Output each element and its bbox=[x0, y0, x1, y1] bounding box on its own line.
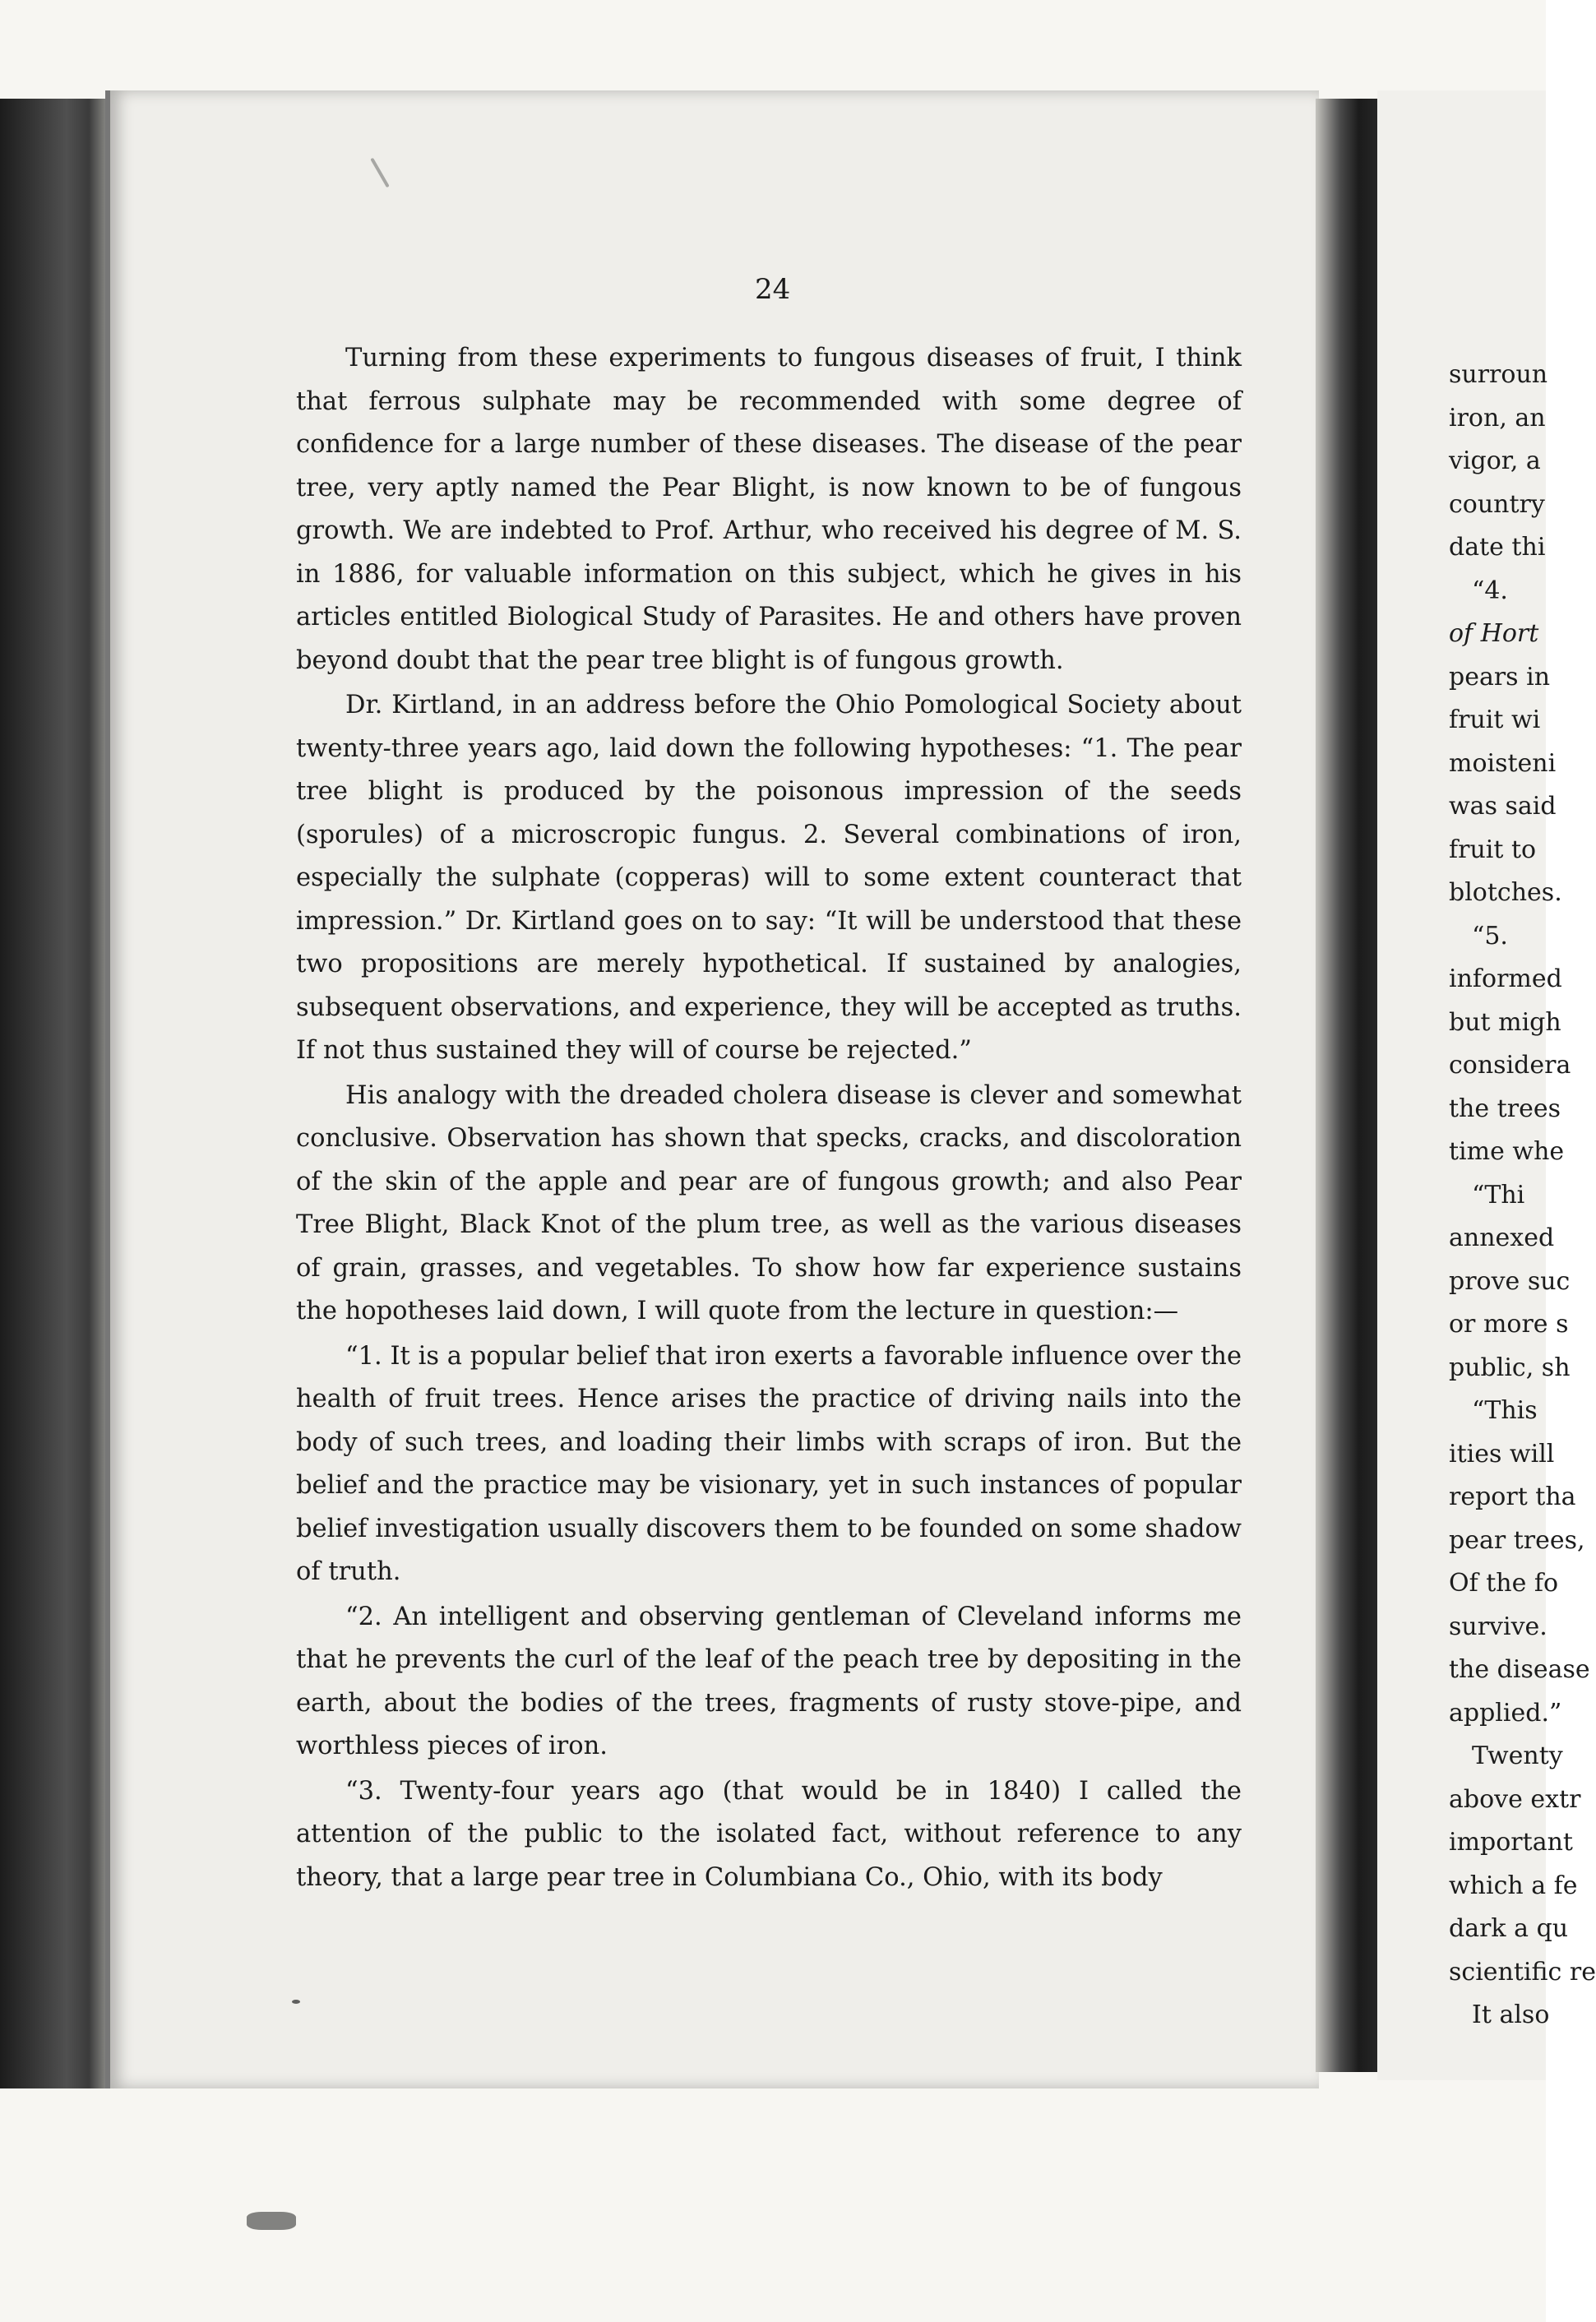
quote-3: “3. Twenty-four years ago (that would be in 1840) I called the attention of the public to the isolated fact, without reference to any theory, that a large pear tree in Columbiana Co., Ohio, with its body bbox=[296, 1776, 1242, 1892]
facing-line: survive. bbox=[1449, 1612, 1547, 1641]
facing-line: the disease bbox=[1449, 1655, 1590, 1684]
facing-line: was said bbox=[1449, 792, 1557, 821]
facing-line: Of the fo bbox=[1449, 1569, 1559, 1598]
body-text bbox=[296, 337, 1242, 1901]
scan-speck bbox=[247, 2212, 296, 2230]
facing-line: pear trees, bbox=[1449, 1525, 1585, 1555]
facing-line: annexed bbox=[1449, 1223, 1555, 1252]
facing-line: public, sh bbox=[1449, 1353, 1571, 1382]
facing-line: informed bbox=[1449, 964, 1562, 993]
facing-line: or more s bbox=[1449, 1310, 1569, 1339]
facing-line: pears in bbox=[1449, 662, 1551, 692]
paragraph-3: His analogy with the dreaded cholera disease is clever and somewhat conclusive. Observation has shown that specks, cracks, and discoloration of the skin of the apple and pear are of fungous growth; and also Pear Tree Blight, Black Knot of the plum tree, as well as the various diseases of grain, grasses, and vegetables. To show how far experience sustains the hopotheses laid down, I will quote from the lecture in question:— bbox=[296, 1080, 1242, 1325]
quote-2: “2. An intelligent and observing gentleman of Cleveland informs me that he prevents the curl of the leaf of the peach tree by depositing in the earth, about the bodies of the trees, fragments of rusty stove-pipe, and worthless pieces of iron. bbox=[296, 1602, 1242, 1760]
facing-line: Twenty bbox=[1472, 1742, 1563, 1770]
facing-line: moisteni bbox=[1449, 748, 1557, 778]
facing-line: surroun bbox=[1449, 360, 1548, 389]
facing-line: “This bbox=[1472, 1396, 1538, 1425]
facing-line: date thi bbox=[1449, 533, 1546, 562]
facing-line: “5. bbox=[1472, 921, 1508, 951]
facing-line: dark a qu bbox=[1449, 1914, 1569, 1943]
facing-line: fruit wi bbox=[1449, 705, 1541, 734]
facing-line: which a fe bbox=[1449, 1871, 1578, 1900]
facing-line: prove suc bbox=[1449, 1266, 1571, 1296]
facing-line: “4. bbox=[1472, 576, 1508, 605]
facing-line: It also bbox=[1472, 2001, 1550, 2029]
facing-line: ities will bbox=[1449, 1439, 1555, 1469]
facing-line: of Hort bbox=[1449, 619, 1539, 648]
page-number: 24 bbox=[755, 273, 791, 306]
facing-line: country bbox=[1449, 489, 1545, 519]
facing-line: the trees bbox=[1449, 1094, 1561, 1123]
facing-line: time whe bbox=[1449, 1137, 1565, 1166]
facing-line: fruit to bbox=[1449, 835, 1537, 864]
paragraph-2: Dr. Kirtland, in an address before the Ohio Pomological Society about twenty-three years ago, laid down the following hypotheses: “1. The pear tree blight is produced by the poisonous impression of the seeds (sporules) of a microscropic fungus. 2. Several combinations of iron, especially the sulphate (copperas) will to some extent counteract that impression.” Dr. Kirtland goes on to say: “It will be understood that these two propositions are merely hypothetical. If sustained by analogies, subsequent observations, and experience, they will be accepted as truths. If not thus sustained they will of course be rejected.” bbox=[296, 691, 1242, 1065]
facing-line: “Thi bbox=[1472, 1180, 1525, 1210]
facing-line: vigor, a bbox=[1449, 446, 1541, 475]
paragraph-1: Turning from these experiments to fungous diseases of fruit, I think that ferrous sulphate may be recommended with some degree of confidence for a large number of these diseases. The disease of the pear tree, very aptly named the Pear Blight, is now known to be of fungous growth. We are indebted to Prof. Arthur, who received his degree of M. S. in 1886, for valuable information on this subject, which he gives in his articles entitled Biological Study of Parasites. He and others have proven beyond doubt that the pear tree blight is of fungous growth. bbox=[296, 344, 1242, 675]
book-binding-left bbox=[0, 99, 111, 2088]
facing-line: above extr bbox=[1449, 1784, 1581, 1814]
facing-line: but migh bbox=[1449, 1007, 1561, 1037]
book-gutter bbox=[1316, 99, 1377, 2072]
facing-line: scientific re bbox=[1449, 1957, 1596, 1987]
scan-speck bbox=[292, 2000, 300, 2004]
facing-line: iron, an bbox=[1449, 403, 1546, 432]
facing-line: report tha bbox=[1449, 1482, 1576, 1511]
facing-line: considera bbox=[1449, 1051, 1571, 1080]
facing-line: blotches. bbox=[1449, 878, 1562, 907]
quote-1: “1. It is a popular belief that iron exerts a favorable influence over the health of fruit trees. Hence arises the practice of driving nails into the body of such trees, and loading their limbs with scraps of iron. But the belief and the practice may be visionary, yet in such instances of popular belief investigation usually discovers them to be founded on some shadow of truth. bbox=[296, 1341, 1242, 1586]
facing-page-text bbox=[1449, 354, 1596, 2038]
facing-line: applied.” bbox=[1449, 1698, 1562, 1728]
facing-line: important bbox=[1449, 1828, 1573, 1857]
